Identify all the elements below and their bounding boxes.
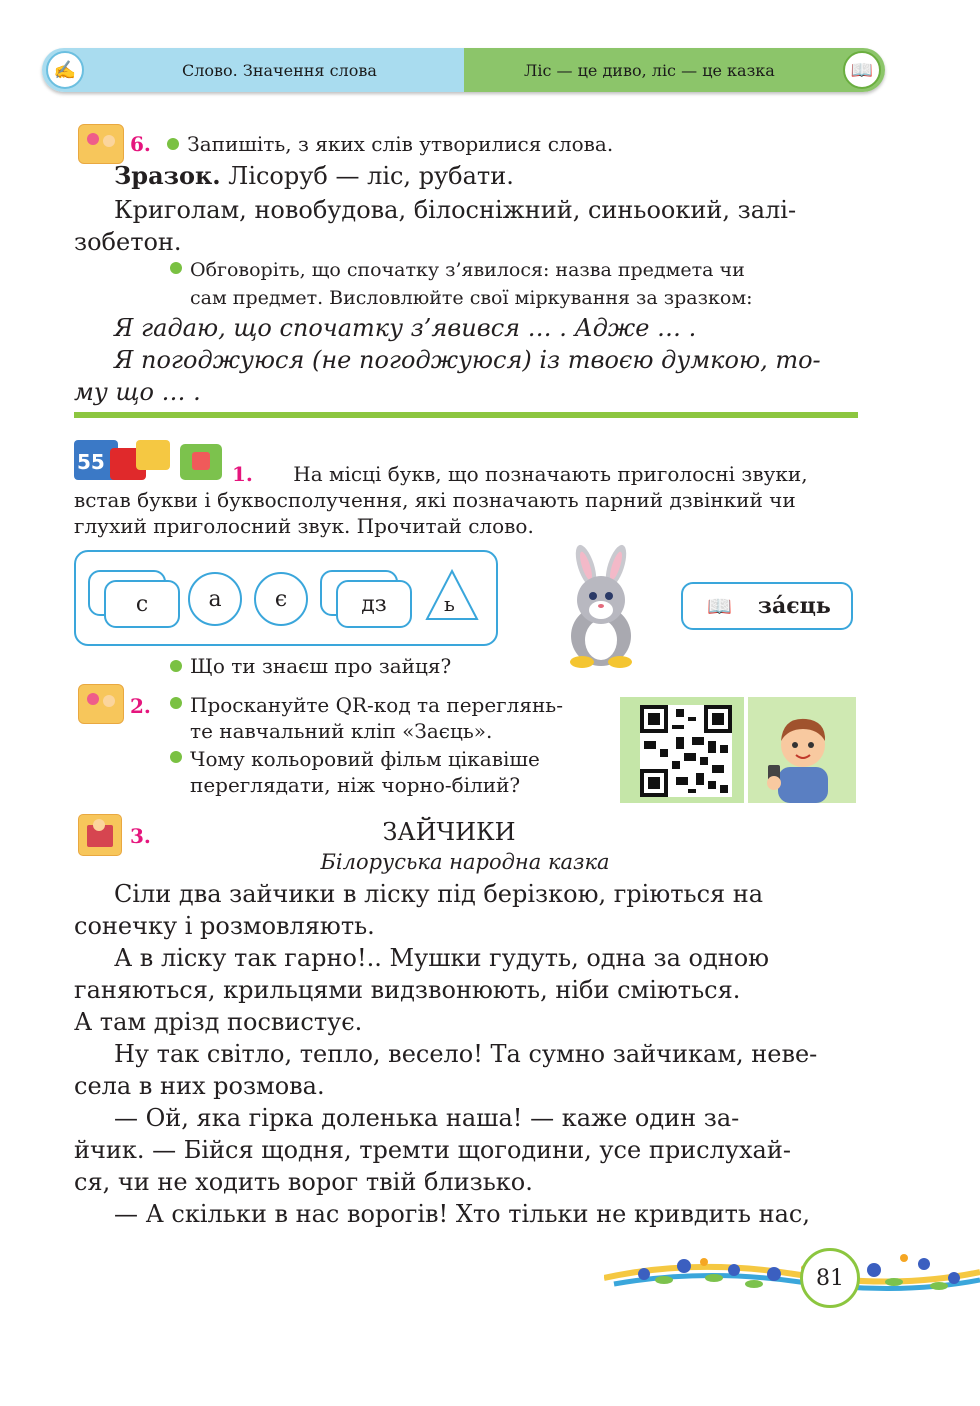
wreath-decoration <box>604 1244 980 1306</box>
task6-number: 6. <box>130 132 151 156</box>
story-line: Ну так світло, тепло, весело! Та сумно зайчикам, неве- <box>114 1040 818 1068</box>
story-line: сонечку і розмовляють. <box>74 912 375 940</box>
task2-line-1: Проскануйте QR-код та переглянь- <box>190 693 563 717</box>
sound-scheme <box>74 550 498 646</box>
lego-blocks-icon <box>74 432 174 482</box>
story-title: ЗАЙЧИКИ <box>382 818 516 846</box>
word-text: за́єць <box>757 593 831 619</box>
task1-line-1 <box>232 460 858 488</box>
rabbit-illustration <box>556 544 646 670</box>
task2-text <box>170 692 610 798</box>
qr-code[interactable] <box>640 705 732 797</box>
scheme-consonant-1[interactable]: с <box>104 580 180 628</box>
task6-words-2: зобетон. <box>74 228 182 256</box>
header-banner <box>42 48 885 92</box>
task1-number: 1. <box>232 462 253 486</box>
story-line: — А скільки в нас ворогів! Хто тільки не кривдить нас, <box>114 1200 810 1228</box>
story-line: А там дрізд посвистує. <box>74 1008 363 1036</box>
task2-line-3: Чому кольоровий фільм цікавіше <box>190 747 540 771</box>
pen-icon: ✍ <box>46 51 84 89</box>
sample-text: Лісоруб — ліс, рубати. <box>220 162 514 190</box>
header-right-title: Ліс — це диво, ліс — це казка <box>524 60 775 80</box>
task2-line-2: те навчальний кліп «Заєць». <box>190 719 493 743</box>
header-right <box>464 48 885 92</box>
scheme-vowel-1[interactable]: а <box>188 572 242 626</box>
discuss-line-2: сам предмет. Висловлюйте свої міркування за зразком: <box>190 287 753 309</box>
task6-line <box>130 130 613 158</box>
task1-line-3: глухий приголосний звук. Прочитай слово. <box>74 514 534 538</box>
green-bullet-icon <box>170 697 182 709</box>
header-left-title: Слово. Значення слова <box>182 60 377 80</box>
pair-work-icon <box>78 684 124 724</box>
qr-code-panel <box>620 697 744 803</box>
boy-illustration <box>748 697 856 803</box>
task2-number <box>130 692 151 720</box>
badge-number: 55 <box>77 450 105 474</box>
story-line: А в ліску так гарно!.. Мушки гудуть, одна за одною <box>114 944 770 972</box>
scheme-consonant-2[interactable]: дз <box>336 580 412 628</box>
phrase-2-line-1: Я погоджуюся (не погоджуюся) із твоєю думкою, то- <box>114 346 821 374</box>
green-bullet-icon <box>170 751 182 763</box>
story-subtitle: Білоруська народна казка <box>320 850 610 874</box>
rabbit-question-text: Що ти знаєш про зайця? <box>190 654 452 678</box>
task1-text-1: На місці букв, що позначають приголосні звуки, <box>293 462 808 486</box>
sample-label: Зразок. <box>114 161 221 190</box>
header-left <box>42 48 464 92</box>
task6-instruction: Запишіть, з яких слів утворилися слова. <box>187 132 614 156</box>
story-line: ся, чи не ходить ворог твій близько. <box>74 1168 533 1196</box>
phrase-1: Я гадаю, що спочатку з’явився … . Адже … . <box>114 314 697 342</box>
book-icon: 📖 <box>843 51 881 89</box>
task6-words-1: Криголам, новобудова, білосніжний, синьоокий, залі- <box>114 196 797 224</box>
task2-number-text: 2. <box>130 694 151 718</box>
rabbit-question <box>170 652 451 680</box>
pair-work-icon <box>78 124 124 164</box>
abc-cube-icon <box>180 444 222 480</box>
task1-line-2: встав букви і буквосполучення, які позначають парний дзвінкий чи <box>74 488 796 512</box>
story-line: ганяються, крильцями видзвонюють, ніби сміються. <box>74 976 741 1004</box>
story-line: йчик. — Бійся щодня, тремти щогодини, усе прислухай- <box>74 1136 791 1164</box>
phrase-2-line-2: му що … . <box>74 378 201 406</box>
story-line: Сіли два зайчики в ліску під берізкою, гріються на <box>114 880 764 908</box>
task6-sample <box>114 160 514 192</box>
book-icon: 📖 <box>707 594 732 618</box>
word-card <box>681 582 853 630</box>
section-divider <box>74 412 858 418</box>
task3-number-text: 3. <box>130 824 151 848</box>
scheme-soft-sign: ь <box>444 592 455 616</box>
task6-discuss <box>170 256 858 312</box>
page-number: 81 <box>800 1248 860 1308</box>
green-bullet-icon <box>170 660 182 672</box>
green-bullet-icon <box>167 138 179 150</box>
story-line: — Ой, яка гірка доленька наша! — каже один за- <box>114 1104 740 1132</box>
task2-line-4: переглядати, ніж чорно-білий? <box>190 773 521 797</box>
story-line: села в них розмова. <box>74 1072 325 1100</box>
green-bullet-icon <box>170 262 182 274</box>
scheme-vowel-2[interactable]: є <box>254 572 308 626</box>
discuss-line-1: Обговоріть, що спочатку з’явилося: назва предмета чи <box>190 259 745 281</box>
